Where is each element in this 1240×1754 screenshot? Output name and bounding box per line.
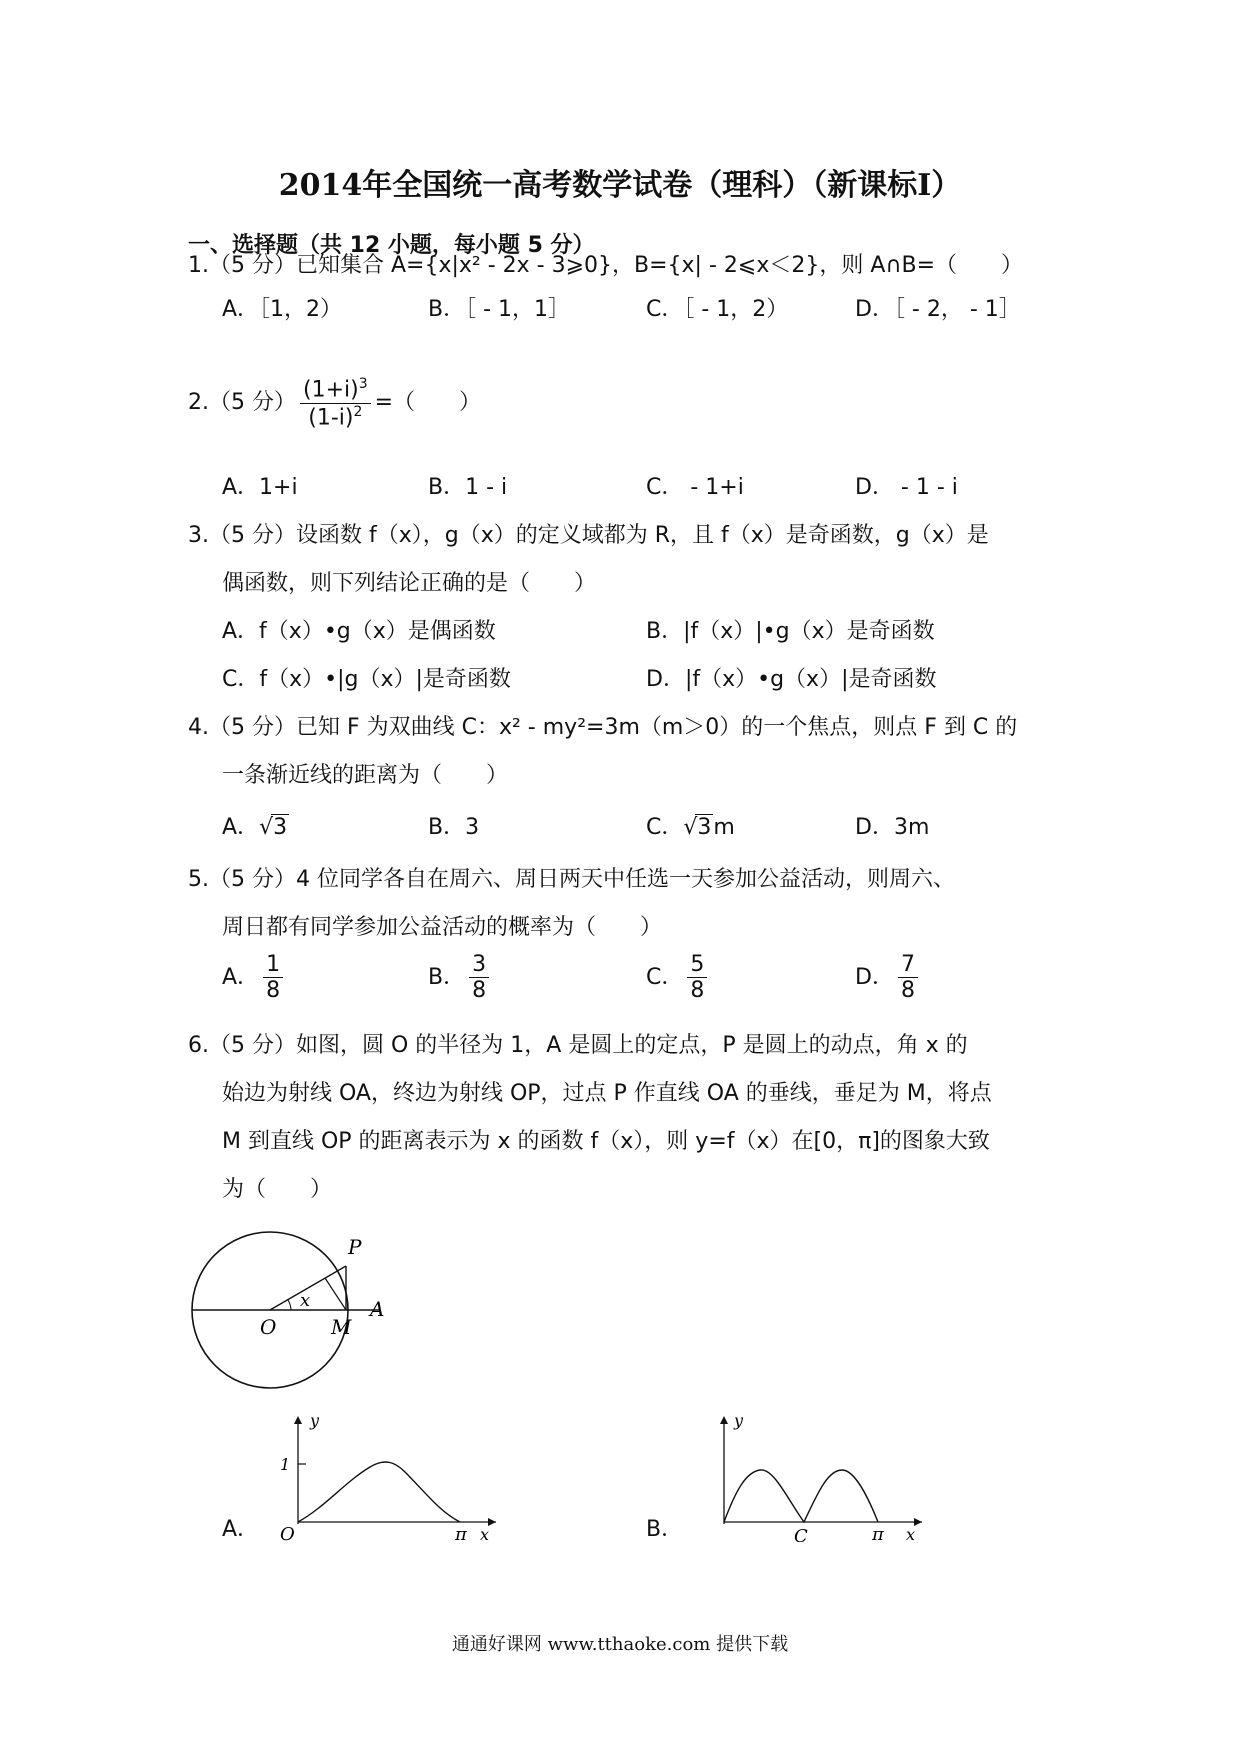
question-4-option-b[interactable]: B．3 xyxy=(428,815,480,840)
question-1-option-a[interactable]: A．［1，2） xyxy=(222,297,343,322)
y-axis-arrow xyxy=(720,1416,728,1424)
sqrt-sign: √3 xyxy=(683,815,712,840)
question-3-option-c[interactable]: C．f（x）•|g（x）|是奇函数 xyxy=(222,667,511,692)
question-1-option-d[interactable]: D．［ ‐ 2， ‐ 1］ xyxy=(855,297,1021,322)
option-label: A． xyxy=(222,964,260,990)
question-2-fraction xyxy=(300,376,371,430)
question-2-option-b[interactable]: B．1 ‐ i xyxy=(428,475,508,500)
tick-label-one: 1 xyxy=(280,1455,291,1474)
question-2-option-a[interactable]: A．1+i xyxy=(222,475,298,500)
x-axis-arrow xyxy=(914,1518,922,1526)
denominator-exponent: 2 xyxy=(353,403,363,420)
question-6-stem-line-4: 为（ ） xyxy=(222,1177,333,1202)
fraction-numerator: 3 xyxy=(469,952,489,978)
question-2-suffix: =（ ） xyxy=(374,390,482,416)
label-a: A xyxy=(370,1297,385,1321)
question-5-option-d[interactable] xyxy=(855,952,922,1004)
curve-a xyxy=(298,1462,460,1522)
point-label-c: C xyxy=(794,1526,808,1542)
question-3-option-b[interactable]: B．|f（x）|•g（x）是奇函数 xyxy=(646,619,935,644)
question-1-option-b[interactable]: B．［ ‐ 1，1］ xyxy=(428,297,571,322)
question-5-stem-line-2: 周日都有同学参加公益活动的概率为（ ） xyxy=(222,915,663,940)
question-3-option-a[interactable]: A．f（x）•g（x）是偶函数 xyxy=(222,619,496,644)
numerator-exponent: 3 xyxy=(358,376,368,392)
question-4-stem-line-1: 4.（5 分）已知 F 为双曲线 C：x² ‐ my²=3m（m＞0）的一个焦点，则点 F 到 C 的 xyxy=(188,715,1018,740)
option-tail: m xyxy=(713,815,735,840)
question-2-prefix: 2.（5 分） xyxy=(188,390,296,416)
question-3-option-d[interactable]: D．|f（x）•g（x）|是奇函数 xyxy=(646,667,937,692)
radicand: 3 xyxy=(697,815,712,840)
question-1-stem: 1.（5 分）已知集合 A={x|x² ‐ 2x ‐ 3⩾0}，B={x| ‐ 2⩽x＜2}，则 A∩B=（ ） xyxy=(188,253,1024,278)
fraction-denominator: 8 xyxy=(900,978,915,1004)
graph-option-b xyxy=(700,1412,940,1542)
question-5-option-c[interactable] xyxy=(646,952,711,1004)
label-p: P xyxy=(348,1235,362,1259)
y-axis-arrow xyxy=(294,1416,302,1424)
question-3-stem-line-2: 偶函数，则下列结论正确的是（ ） xyxy=(222,571,597,596)
x-axis-arrow xyxy=(488,1518,496,1526)
option-label: B． xyxy=(428,964,466,990)
question-4-option-a[interactable] xyxy=(222,810,289,841)
question-2-option-d[interactable]: D． ‐ 1 ‐ i xyxy=(855,475,958,500)
question-1-option-c[interactable]: C．［ ‐ 1，2） xyxy=(646,297,789,322)
tick-label-pi: π xyxy=(872,1524,884,1542)
circle-figure xyxy=(190,1222,390,1402)
page-title: 2014年全国统一高考数学试卷（理科）（新课标Ⅰ） xyxy=(278,168,962,203)
fraction-numerator: 5 xyxy=(687,952,707,978)
option-label: C． xyxy=(646,815,684,840)
fraction-denominator: 8 xyxy=(690,978,705,1004)
question-2-option-c[interactable]: C． ‐ 1+i xyxy=(646,475,744,500)
question-6-stem-line-1: 6.（5 分）如图，圆 O 的半径为 1，A 是圆上的定点，P 是圆上的动点，角 x 的 xyxy=(188,1033,968,1058)
fraction-denominator: (1‐i) xyxy=(308,404,354,430)
question-3-stem-line-1: 3.（5 分）设函数 f（x），g（x）的定义域都为 R，且 f（x）是奇函数，g（x）是 xyxy=(188,523,989,548)
option-label: D． xyxy=(855,964,894,990)
footer-source: 通通好课网 www.tthaoke.com 提供下载 xyxy=(451,1634,789,1655)
question-5-option-a[interactable] xyxy=(222,952,287,1004)
label-angle-x: x xyxy=(300,1290,311,1311)
axis-label-y: y xyxy=(734,1412,744,1430)
fraction-numerator: 1 xyxy=(263,952,283,978)
question-2-stem xyxy=(188,376,481,430)
question-6-option-a[interactable]: A． xyxy=(222,1517,260,1542)
question-6-option-b[interactable]: B． xyxy=(646,1517,684,1542)
option-label: A． xyxy=(222,815,260,840)
axis-label-x: x xyxy=(906,1525,916,1542)
question-5-option-b[interactable] xyxy=(428,952,493,1004)
radicand: 3 xyxy=(273,815,288,840)
curve-b xyxy=(724,1470,878,1522)
axis-label-x: x xyxy=(480,1525,490,1542)
question-4-stem-line-2: 一条渐近线的距离为（ ） xyxy=(222,763,509,788)
question-6-stem-line-2: 始边为射线 OA，终边为射线 OP，过点 P 作直线 OA 的垂线，垂足为 M，将点 xyxy=(222,1081,992,1106)
fraction-denominator: 8 xyxy=(266,978,281,1004)
section-heading: 一、选择题（共 12 小题，每小题 5 分） xyxy=(188,233,595,258)
option-label: C． xyxy=(646,964,684,990)
origin-label: O xyxy=(280,1524,295,1542)
question-5-stem-line-1: 5.（5 分）4 位同学各自在周六、周日两天中任选一天参加公益活动，则周六、 xyxy=(188,867,955,892)
axis-label-y: y xyxy=(310,1412,320,1430)
fraction-numerator: 7 xyxy=(898,952,918,978)
tick-label-pi: π xyxy=(455,1524,467,1542)
sqrt-sign: √3 xyxy=(259,815,288,840)
question-4-option-d[interactable]: D．3m xyxy=(855,815,930,840)
question-4-option-c[interactable] xyxy=(646,810,735,841)
graph-option-a xyxy=(260,1412,500,1542)
question-6-stem-line-3: M 到直线 OP 的距离表示为 x 的函数 f（x），则 y=f（x）在[0，π]的图象大致 xyxy=(222,1129,990,1154)
fraction-denominator: 8 xyxy=(472,978,487,1004)
angle-arc xyxy=(288,1300,291,1310)
label-o: O xyxy=(260,1315,277,1339)
fraction-numerator: (1+i) xyxy=(302,377,359,403)
label-m: M xyxy=(331,1315,352,1339)
